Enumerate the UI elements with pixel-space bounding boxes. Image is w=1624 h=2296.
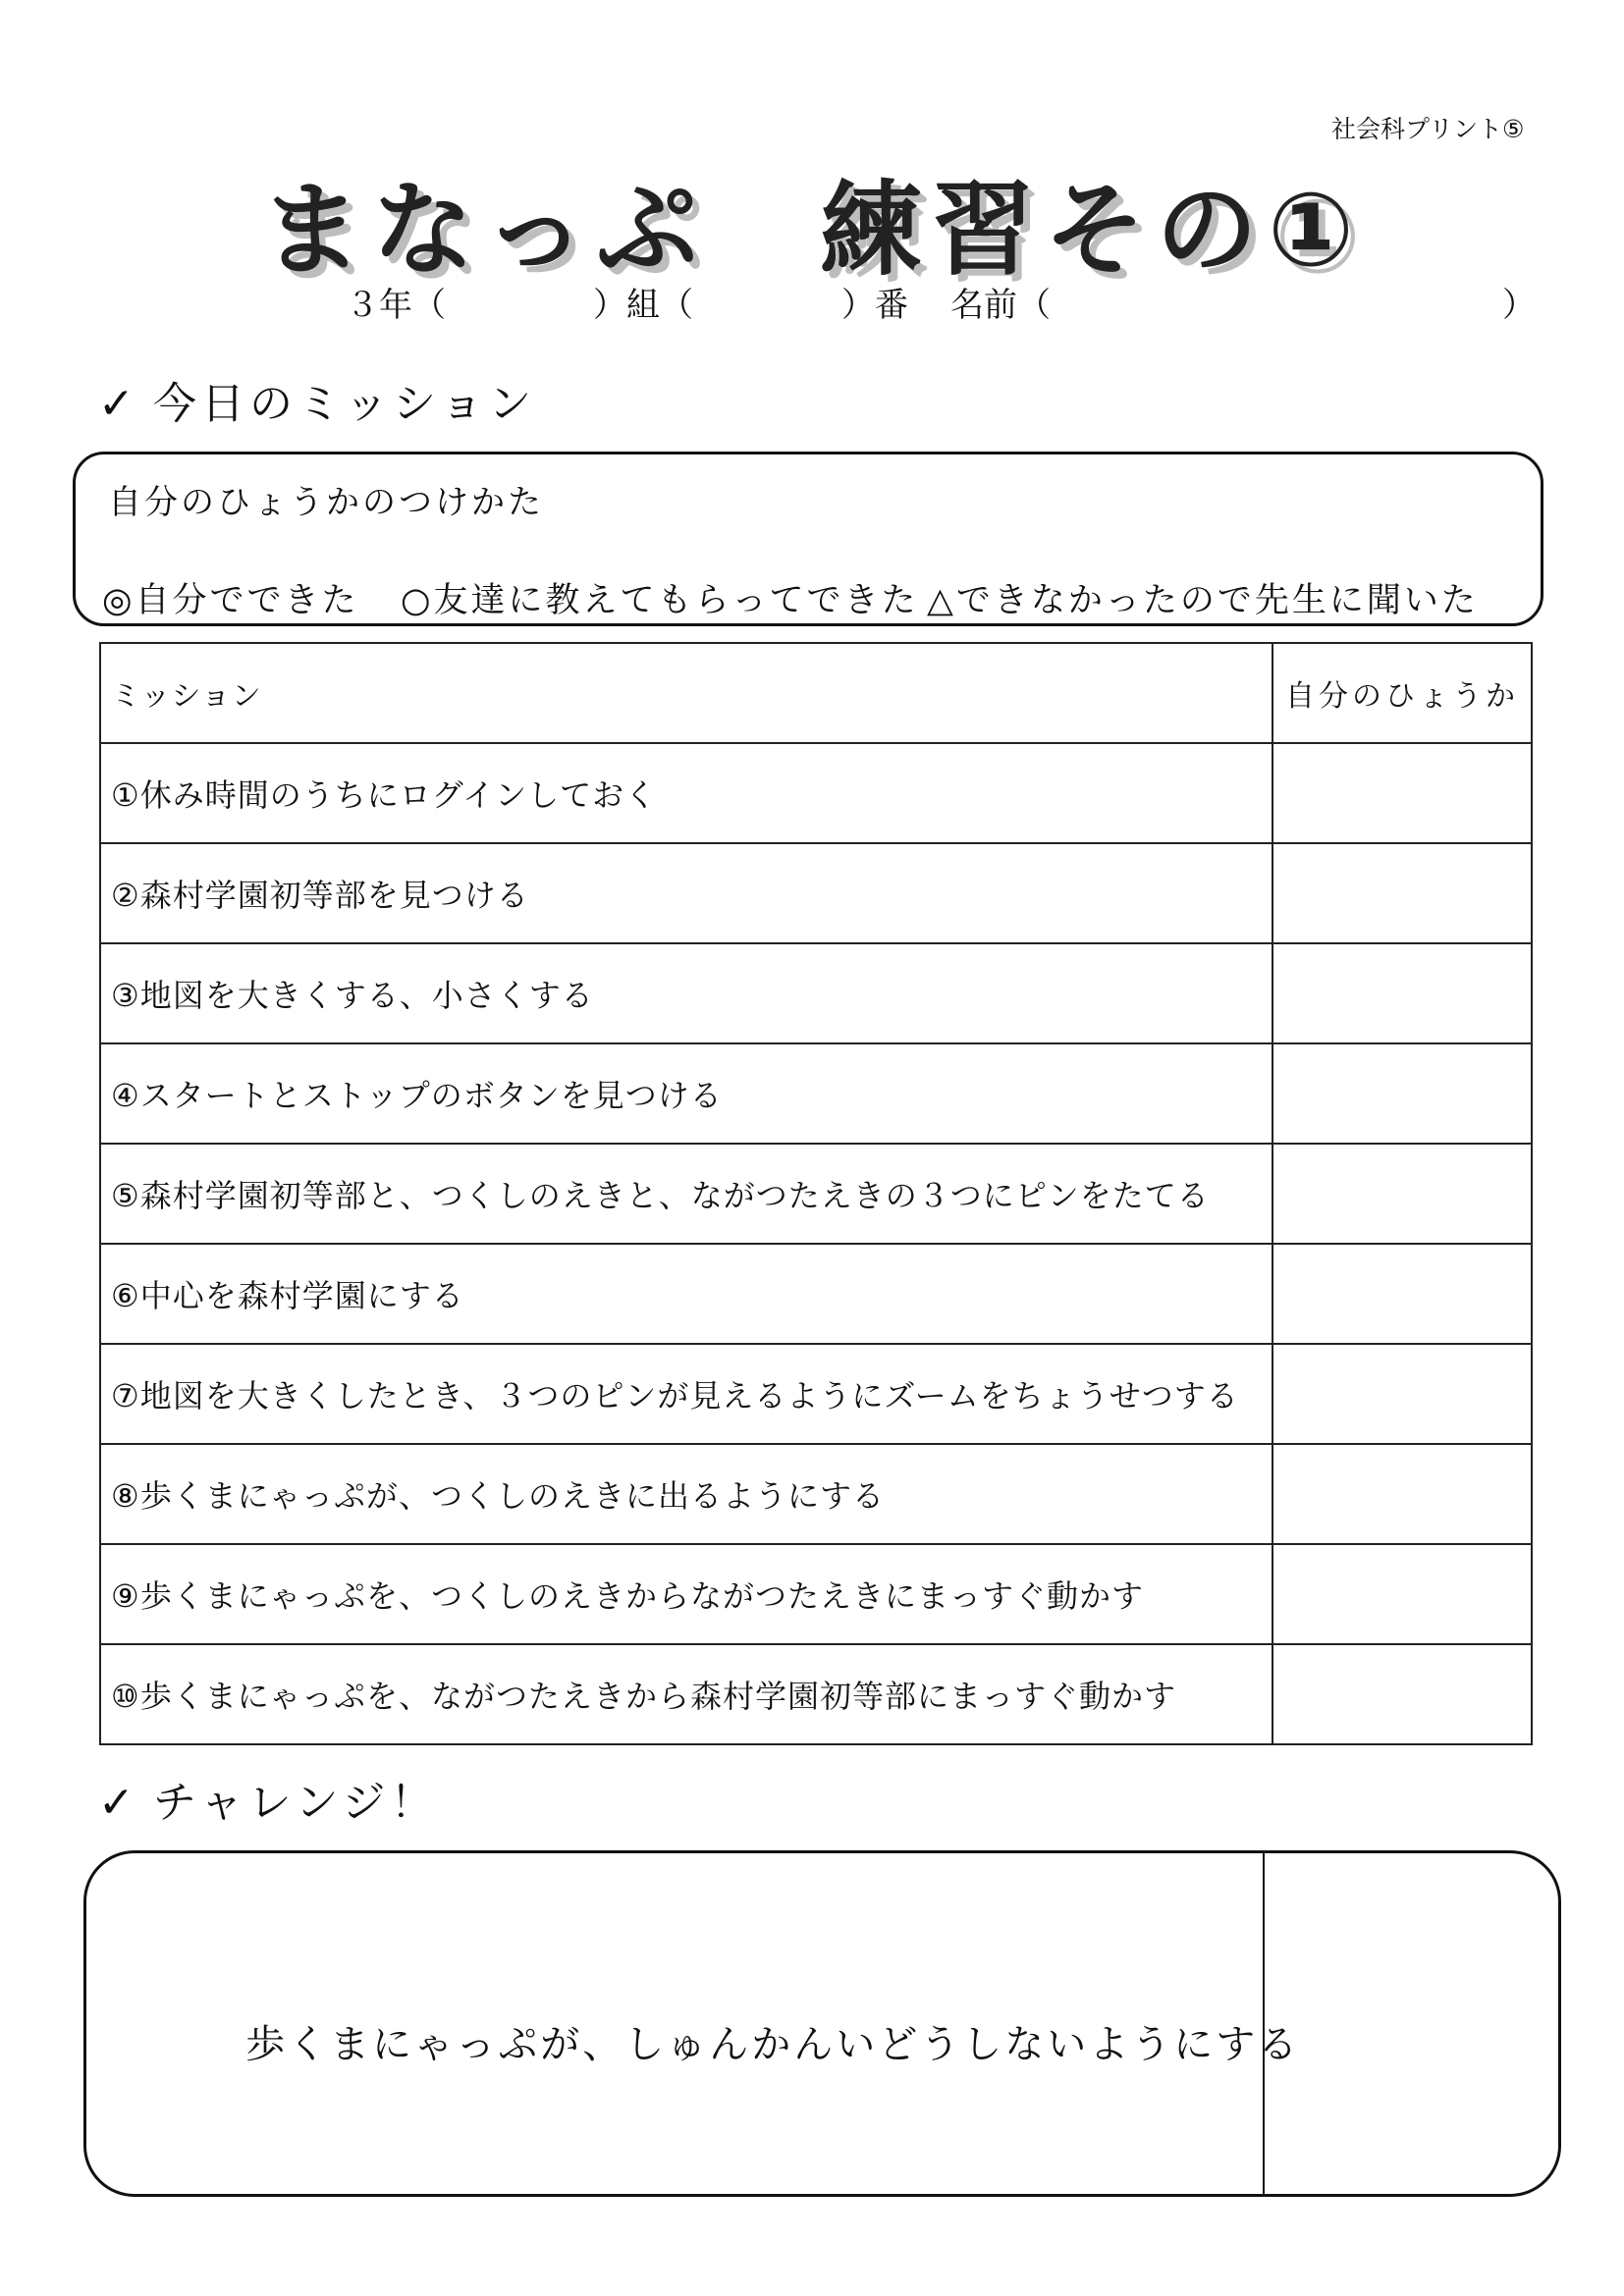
mission-cell: ⑩歩くまにゃっぷを、ながつたえきから森村学園初等部にまっすぐ動かす <box>100 1644 1272 1744</box>
table-row <box>100 1444 1532 1544</box>
challenge-heading-text: チャレンジ！ <box>153 1778 439 1828</box>
table-header-row <box>100 643 1532 743</box>
mission-cell: ⑦地図を大きくしたとき、３つのピンが見えるようにズームをちょうせつする <box>100 1344 1272 1444</box>
mission-cell: ⑥中心を森村学園にする <box>100 1244 1272 1344</box>
evaluation-cell[interactable] <box>1272 1244 1532 1344</box>
mission-heading <box>98 368 536 431</box>
table-row <box>100 1144 1532 1244</box>
mission-heading-text: 今日のミッション <box>153 379 537 429</box>
mission-cell: ④スタートとストップのボタンを見つける <box>100 1043 1272 1144</box>
table-row <box>100 1344 1532 1444</box>
number-label: ）番 <box>841 286 908 325</box>
table-row <box>100 1544 1532 1644</box>
mission-table <box>99 642 1533 1745</box>
class-label: ）組（ <box>593 286 693 325</box>
evaluation-cell[interactable] <box>1272 1544 1532 1644</box>
legend-teacher: △できなかったので先生に聞いた <box>927 581 1479 620</box>
name-label: 名前（ <box>950 286 1051 325</box>
evaluation-cell[interactable] <box>1272 1444 1532 1544</box>
table-row <box>100 943 1532 1043</box>
mission-cell: ⑤森村学園初等部と、つくしのえきと、ながつたえきの３つにピンをたてる <box>100 1144 1272 1244</box>
name-close: ） <box>1502 286 1536 325</box>
evaluation-cell[interactable] <box>1272 1043 1532 1144</box>
table-row <box>100 1043 1532 1144</box>
evaluation-cell[interactable] <box>1272 943 1532 1043</box>
table-row <box>100 743 1532 843</box>
header-evaluation: 自分のひょうか <box>1272 643 1532 743</box>
page-title: まなっぷ 練習その① <box>259 170 1365 290</box>
evaluation-guide-title: 自分のひょうかのつけかた <box>108 483 544 522</box>
evaluation-cell[interactable] <box>1272 1644 1532 1744</box>
header-mission: ミッション <box>100 643 1272 743</box>
challenge-heading <box>98 1767 438 1830</box>
challenge-evaluation-cell[interactable] <box>1267 1854 1551 2193</box>
mission-cell: ③地図を大きくする、小さくする <box>100 943 1272 1043</box>
legend-friend: ○友達に教えてもらってできた <box>401 581 919 620</box>
legend-self: ◎自分でできた <box>102 581 359 620</box>
mission-cell: ②森村学園初等部を見つける <box>100 843 1272 943</box>
challenge-task: 歩くまにゃっぷが、しゅんかんいどうしないようにする <box>245 2022 1301 2067</box>
check-icon: ✓ <box>98 379 135 429</box>
mission-cell: ⑧歩くまにゃっぷが、つくしのえきに出るようにする <box>100 1444 1272 1544</box>
evaluation-cell[interactable] <box>1272 1344 1532 1444</box>
table-row <box>100 843 1532 943</box>
table-row <box>100 1244 1532 1344</box>
evaluation-cell[interactable] <box>1272 743 1532 843</box>
grade-label: ３年（ <box>346 286 446 325</box>
mission-cell: ⑨歩くまにゃっぷを、つくしのえきからながつたえきにまっすぐ動かす <box>100 1544 1272 1644</box>
evaluation-cell[interactable] <box>1272 843 1532 943</box>
mission-cell: ①休み時間のうちにログインしておく <box>100 743 1272 843</box>
table-row <box>100 1644 1532 1744</box>
evaluation-cell[interactable] <box>1272 1144 1532 1244</box>
print-label: 社会科プリント⑤ <box>1331 115 1525 143</box>
check-icon: ✓ <box>98 1778 135 1828</box>
